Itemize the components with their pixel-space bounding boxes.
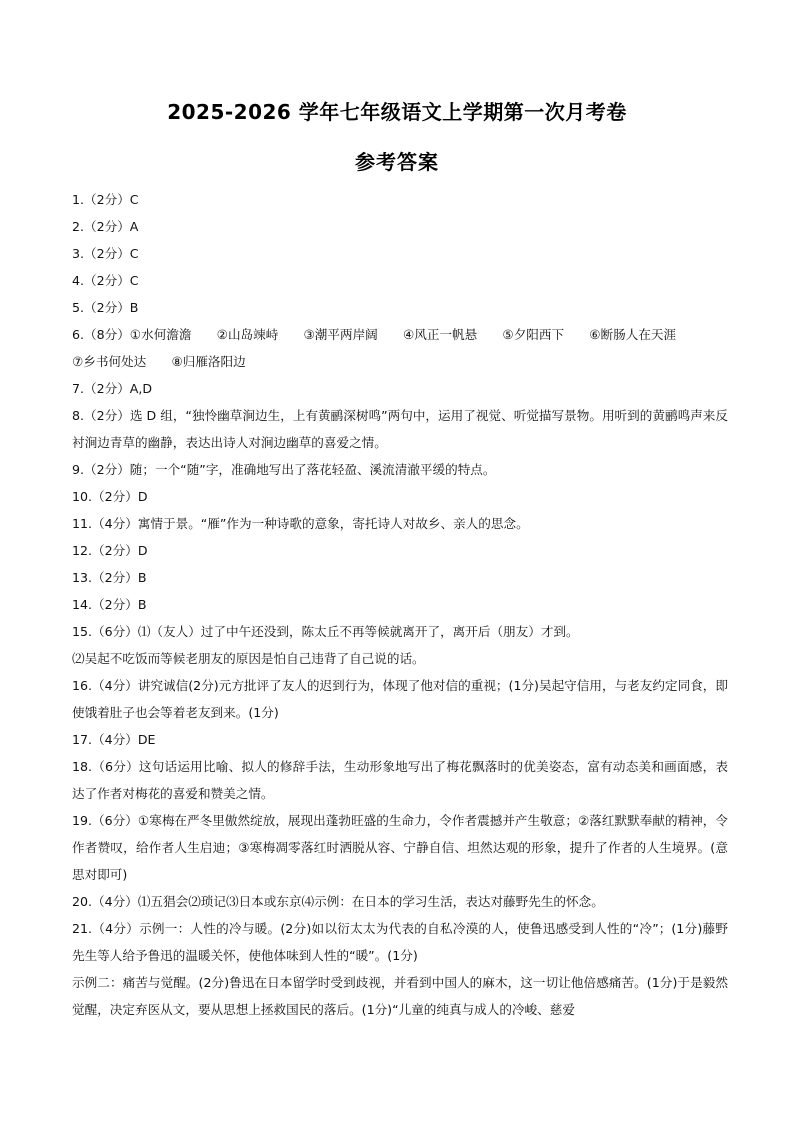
answer-item-19: 19.（6分）①寒梅在严冬里傲然绽放，展现出蓬勃旺盛的生命力，令作者震撼并产生敬意；②落红默默奉献的精神，令作者赞叹，给作者人生启迪；③寒梅凋零落红时洒脱从容、宁静自信、坦然达观的形象，提升了作者的人生境界。(意思对即可) (72, 813, 728, 882)
answer-item-9: 9.（2分）随；一个“随”字，准确地写出了落花轻盈、溪流清澈平缓的特点。 (72, 462, 496, 477)
answer-item-4: 4.（2分）C (72, 273, 139, 288)
page-title: 2025-2026 学年七年级语文上学期第一次月考卷 (167, 100, 627, 124)
answer-item-8: 8.（2分）选 D 组，“独怜幽草涧边生，上有黄鹂深树鸣”两句中，运用了视觉、听觉描写景物。用听到的黄鹂鸣声来反衬涧边青草的幽静，表达出诗人对涧边幽草的喜爱之情。 (72, 408, 728, 450)
answer-item-15-cont: ⑵吴起不吃饭而等候老朋友的原因是怕自己违背了自己说的话。 (72, 651, 425, 666)
answer-item-16: 16.（4分）讲究诚信(2分)元方批评了友人的迟到行为，体现了他对信的重视；(1分)吴起守信用，与老友约定同食，即使饿着肚子也会等着老友到来。(1分) (72, 678, 728, 720)
answer-item-10: 10.（2分）D (72, 489, 148, 504)
answer-item-1: 1.（2分）C (72, 192, 139, 207)
answer-item-21: 21.（4分）示例一：人性的冷与暖。(2分)如以衍太太为代表的自私冷漠的人，使鲁迅感受到人性的“冷”；(1分)藤野先生等人给予鲁迅的温暖关怀，使他体味到人性的“暖”。(1分) (72, 921, 728, 963)
answer-item-13: 13.（2分）B (72, 570, 147, 585)
answer-item-12: 12.（2分）D (72, 543, 148, 558)
answer-item-15: 15.（6分）⑴（友人）过了中午还没到，陈太丘不再等候就离开了，离开后（朋友）才到。 (72, 624, 579, 639)
answer-item-3: 3.（2分）C (72, 246, 139, 261)
answer-item-20: 20.（4分）⑴五猖会⑵琐记⑶日本或东京⑷示例：在日本的学习生活，表达对藤野先生的怀念。 (72, 894, 604, 909)
answer-item-2: 2.（2分）A (72, 219, 139, 234)
answer-item-11: 11.（4分）寓情于景。“雁”作为一种诗歌的意象，寄托诗人对故乡、亲人的思念。 (72, 516, 529, 531)
answer-item-6-cont: ⑦乡书何处达 ⑧归雁洛阳边 (72, 354, 246, 369)
answer-list (72, 186, 728, 1023)
answer-item-14: 14.（2分）B (72, 597, 147, 612)
answer-item-18: 18.（6分）这句话运用比喻、拟人的修辞手法，生动形象地写出了梅花飘落时的优美姿态，富有动态美和画面感，表达了作者对梅花的喜爱和赞美之情。 (72, 759, 728, 801)
page-subtitle: 参考答案 (355, 150, 439, 174)
answer-item-17: 17.（4分）DE (72, 732, 156, 747)
answer-item-5: 5.（2分）B (72, 300, 139, 315)
answer-item-21-example-2: 示例二：痛苦与觉醒。(2分)鲁迅在日本留学时受到歧视，并看到中国人的麻木，这一切让他倍感痛苦。(1分)于是毅然觉醒，决定弃医从文，要从思想上拯救国民的落后。(1分)“儿童的纯真与成人的冷峻、慈爱 (72, 975, 728, 1017)
answer-item-7: 7.（2分）A,D (72, 381, 153, 396)
answer-item-6: 6.（8分）①水何澹澹 ②山岛竦峙 ③潮平两岸阔 ④风正一帆悬 ⑤夕阳西下 ⑥断肠人在天涯 (72, 327, 677, 342)
